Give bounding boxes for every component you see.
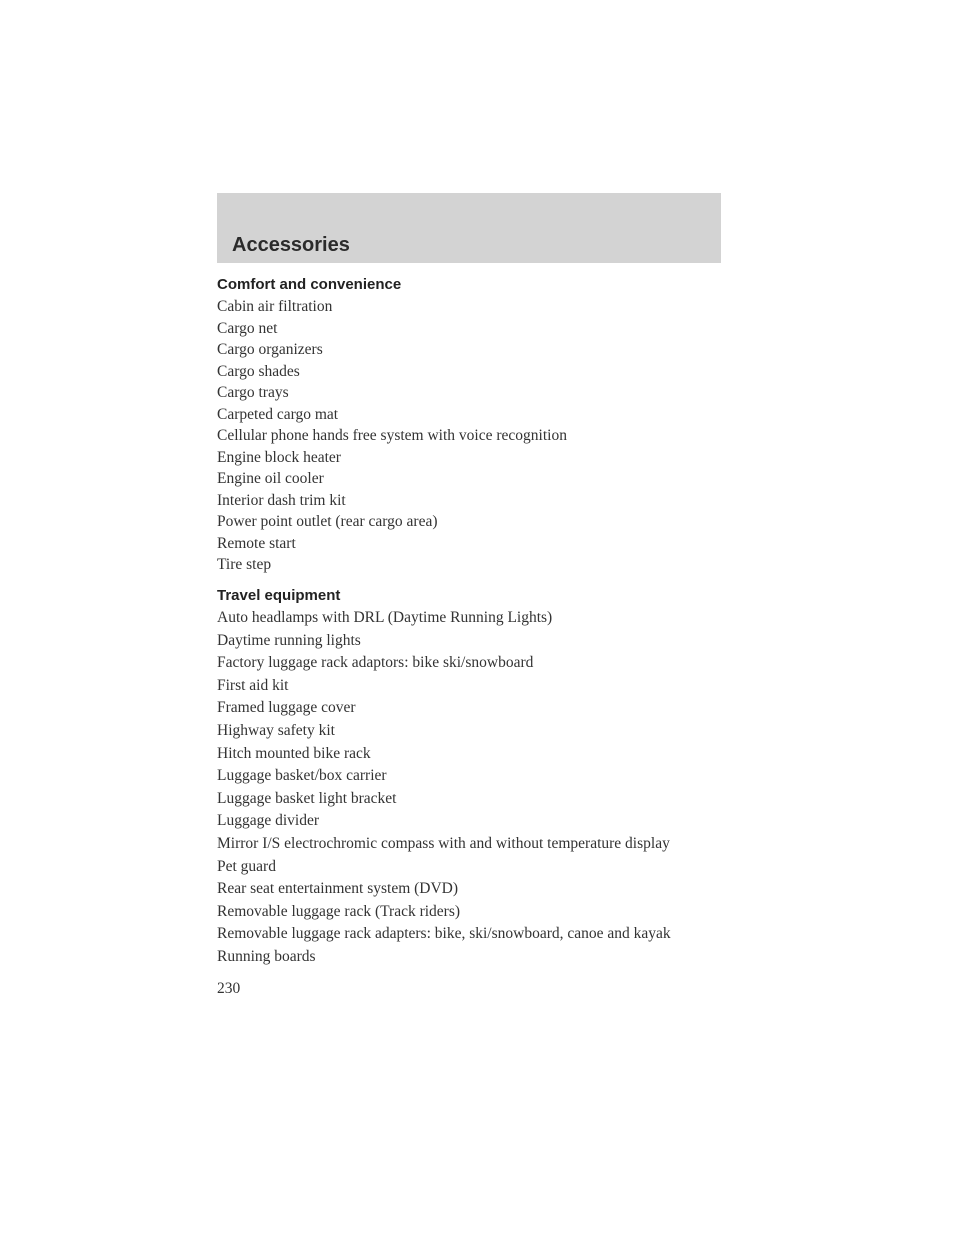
list-item: Rear seat entertainment system (DVD) [217,880,459,898]
accessory-list [217,607,727,969]
list-item: Cargo net [217,319,278,337]
list-item: Running boards [217,947,316,965]
list-item: Cargo trays [217,384,289,401]
chapter-header-band [217,193,721,263]
list-item: Tire step [217,556,272,573]
list-item: Luggage basket light bracket [217,789,397,807]
list-item: Factory luggage rack adaptors: bike ski/snowboard [217,654,534,672]
list-item: Cargo shades [217,362,300,380]
list-item: Luggage divider [217,812,320,830]
list-item: Removable luggage rack adapters: bike, ski/snowboard, canoe and kayak [217,925,671,943]
list-item: Removable luggage rack (Track riders) [217,902,461,920]
list-item: Highway safety kit [217,721,335,739]
list-item: Cabin air filtration [217,298,333,315]
chapter-title: Accessories [232,234,350,256]
list-item: Pet guard [217,857,276,875]
list-item: Luggage basket/box carrier [217,767,387,785]
list-item: Engine oil cooler [217,470,324,487]
list-item: Hitch mounted bike rack [217,744,371,762]
list-item: Mirror I/S electrochromic compass with and without temperature display [217,834,670,852]
list-item: Interior dash trim kit [217,491,346,509]
list-item: Framed luggage cover [217,699,356,717]
list-item: Auto headlamps with DRL (Daytime Running Lights) [217,609,553,626]
list-item: Carpeted cargo mat [217,405,339,423]
section-travel-equipment [217,586,727,969]
page-number: 230 [217,980,241,997]
accessory-list [217,296,727,576]
list-item: Power point outlet (rear cargo area) [217,513,438,530]
section-comfort-and-convenience [217,275,727,576]
list-item: Engine block heater [217,448,341,466]
section-heading: Comfort and convenience [217,276,402,293]
list-item: Remote start [217,534,296,552]
list-item: Daytime running lights [217,631,361,649]
section-heading: Travel equipment [217,587,341,604]
list-item: First aid kit [217,676,289,694]
list-item: Cargo organizers [217,341,323,358]
list-item: Cellular phone hands free system with voice recognition [217,427,567,444]
